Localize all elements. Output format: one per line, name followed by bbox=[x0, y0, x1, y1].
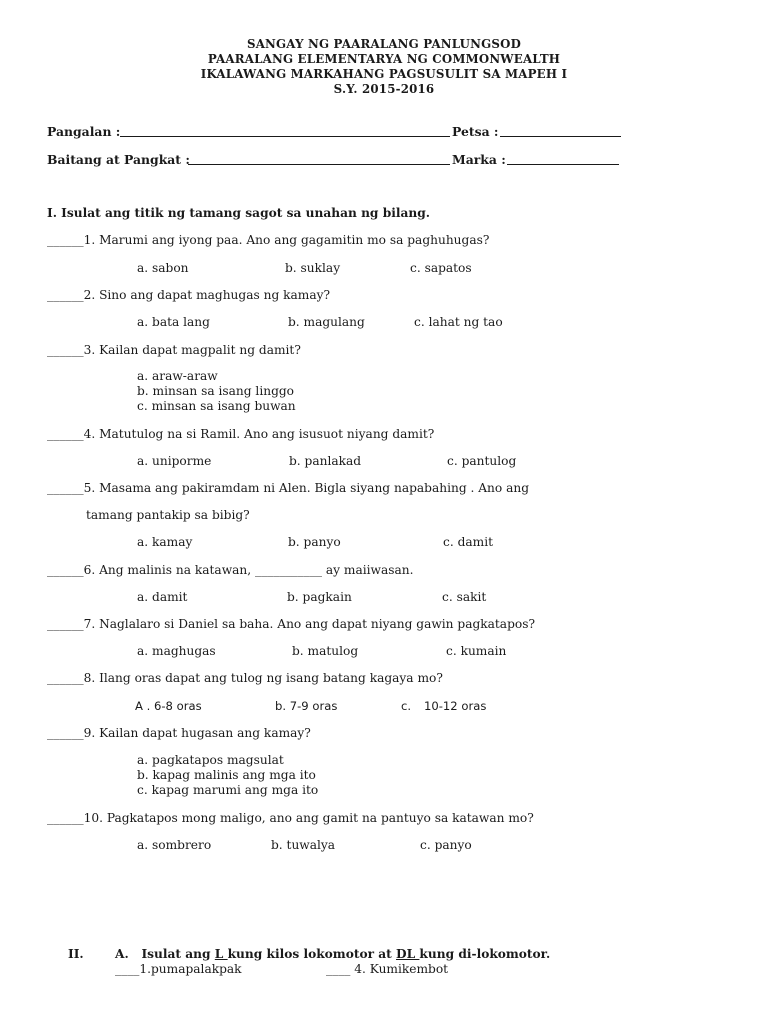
question-text: 9. Kailan dapat hugasan ang kamay? bbox=[83, 726, 311, 740]
q6-choice-c: c. sakit bbox=[442, 590, 487, 604]
q4-choice-c: c. pantulog bbox=[447, 454, 517, 468]
q7-choice-a: a. maghugas bbox=[137, 644, 216, 658]
question-1 bbox=[47, 233, 489, 247]
part2-sub-letter: A. bbox=[115, 947, 129, 961]
q2-choice-a: a. bata lang bbox=[137, 315, 210, 329]
q2-choice-c: c. lahat ng tao bbox=[414, 315, 503, 329]
question-text: 6. Ang malinis na katawan, ___________ ay maiiwasan. bbox=[83, 563, 414, 577]
score-field-line[interactable] bbox=[507, 154, 619, 168]
q7-choice-b: b. matulog bbox=[292, 644, 359, 658]
q6-choice-a: a. damit bbox=[137, 590, 188, 604]
q9-choice-b: b. kapag malinis ang mga ito bbox=[137, 768, 316, 782]
question-text: 10. Pagkatapos mong maligo, ano ang gamit na pantuyo sa katawan mo? bbox=[83, 811, 534, 825]
date-field-line[interactable] bbox=[500, 126, 621, 140]
question-text: 1. Marumi ang iyong paa. Ano ang gagamitin mo sa paghuhugas? bbox=[83, 233, 490, 247]
q3-choice-a: a. araw-araw bbox=[137, 369, 218, 383]
instr-DL: DL bbox=[396, 947, 420, 961]
header-line-3: IKALAWANG MARKAHANG PAGSUSULIT SA MAPEH I bbox=[200, 67, 568, 81]
q1-choice-b: b. suklay bbox=[285, 261, 341, 275]
header-line-4: S.Y. 2015-2016 bbox=[333, 82, 435, 96]
q2-choice-b: b. magulang bbox=[288, 315, 365, 329]
part2-item-1: ____1.pumapalakpak bbox=[115, 962, 242, 976]
q6-choice-b: b. pagkain bbox=[287, 590, 352, 604]
q5-choice-b: b. panyo bbox=[288, 535, 341, 549]
answer-blank[interactable]: ______ bbox=[47, 288, 84, 302]
q4-choice-b: b. panlakad bbox=[289, 454, 362, 468]
q7-choice-c: c. kumain bbox=[446, 644, 507, 658]
q8-choice-c-letter: c. bbox=[401, 699, 412, 713]
question-text: 3. Kailan dapat magpalit ng damit? bbox=[83, 343, 301, 357]
q8-choice-a: A . 6-8 oras bbox=[135, 699, 202, 713]
part2-number: II. bbox=[68, 947, 84, 961]
question-6 bbox=[47, 563, 413, 577]
answer-blank[interactable]: ______ bbox=[47, 617, 84, 631]
instr-post: kung di-lokomotor. bbox=[419, 947, 551, 961]
question-2 bbox=[47, 288, 330, 302]
score-field-label: Marka : bbox=[452, 152, 506, 167]
name-field-label: Pangalan : bbox=[47, 124, 121, 139]
q9-choice-a: a. pagkatapos magsulat bbox=[137, 753, 284, 767]
question-8 bbox=[47, 671, 443, 685]
q4-choice-a: a. uniporme bbox=[137, 454, 212, 468]
instr-pre: Isulat ang bbox=[141, 947, 215, 961]
question-text: 4. Matutulog na si Ramil. Ano ang isusuot niyang damit? bbox=[83, 427, 435, 441]
q8-choice-c: 10-12 oras bbox=[424, 699, 487, 713]
question-3 bbox=[47, 343, 301, 357]
answer-blank[interactable]: ______ bbox=[47, 671, 84, 685]
q10-choice-c: c. panyo bbox=[420, 838, 472, 852]
question-5-continued: tamang pantakip sa bibig? bbox=[86, 508, 250, 522]
q10-choice-a: a. sombrero bbox=[137, 838, 212, 852]
question-text: 7. Naglalaro si Daniel sa baha. Ano ang dapat niyang gawin pagkatapos? bbox=[83, 617, 535, 631]
q3-choice-c: c. minsan sa isang buwan bbox=[137, 399, 296, 413]
q8-choice-b: b. 7-9 oras bbox=[275, 699, 338, 713]
question-5 bbox=[47, 481, 529, 495]
name-field-line[interactable] bbox=[120, 126, 450, 140]
answer-blank[interactable]: ______ bbox=[47, 811, 84, 825]
instr-mid: kung kilos lokomotor at bbox=[227, 947, 397, 961]
q10-choice-b: b. tuwalya bbox=[271, 838, 336, 852]
question-7 bbox=[47, 617, 535, 631]
question-text: 8. Ilang oras dapat ang tulog ng isang batang kagaya mo? bbox=[83, 671, 443, 685]
q5-choice-a: a. kamay bbox=[137, 535, 193, 549]
question-text: 5. Masama ang pakiramdam ni Alen. Bigla siyang napabahing . Ano ang bbox=[83, 481, 530, 495]
q3-choice-b: b. minsan sa isang linggo bbox=[137, 384, 295, 398]
instr-L: L bbox=[214, 947, 228, 961]
q9-choice-c: c. kapag marumi ang mga ito bbox=[137, 783, 319, 797]
question-9 bbox=[47, 726, 311, 740]
date-field-label: Petsa : bbox=[452, 124, 499, 139]
answer-blank[interactable]: ______ bbox=[47, 233, 84, 247]
answer-blank[interactable]: ______ bbox=[47, 343, 84, 357]
part2-item-4: ____ 4. Kumikembot bbox=[326, 962, 449, 976]
q5-choice-c: c. damit bbox=[443, 535, 493, 549]
answer-blank[interactable]: ______ bbox=[47, 427, 84, 441]
answer-blank[interactable]: ______ bbox=[47, 481, 84, 495]
part1-instruction: I. Isulat ang titik ng tamang sagot sa unahan ng bilang. bbox=[47, 206, 431, 220]
grade-field-label: Baitang at Pangkat : bbox=[47, 152, 190, 167]
q1-choice-c: c. sapatos bbox=[410, 261, 472, 275]
answer-blank[interactable]: ______ bbox=[47, 563, 84, 577]
header-line-2: PAARALANG ELEMENTARYA NG COMMONWEALTH bbox=[207, 52, 561, 66]
answer-blank[interactable]: ______ bbox=[47, 726, 84, 740]
question-4 bbox=[47, 427, 434, 441]
question-text: 2. Sino ang dapat maghugas ng kamay? bbox=[83, 288, 331, 302]
question-10 bbox=[47, 811, 534, 825]
part2-instruction bbox=[115, 947, 550, 961]
header-line-1: SANGAY NG PAARALANG PANLUNGSOD bbox=[246, 37, 522, 51]
grade-field-line[interactable] bbox=[188, 154, 450, 168]
q1-choice-a: a. sabon bbox=[137, 261, 189, 275]
